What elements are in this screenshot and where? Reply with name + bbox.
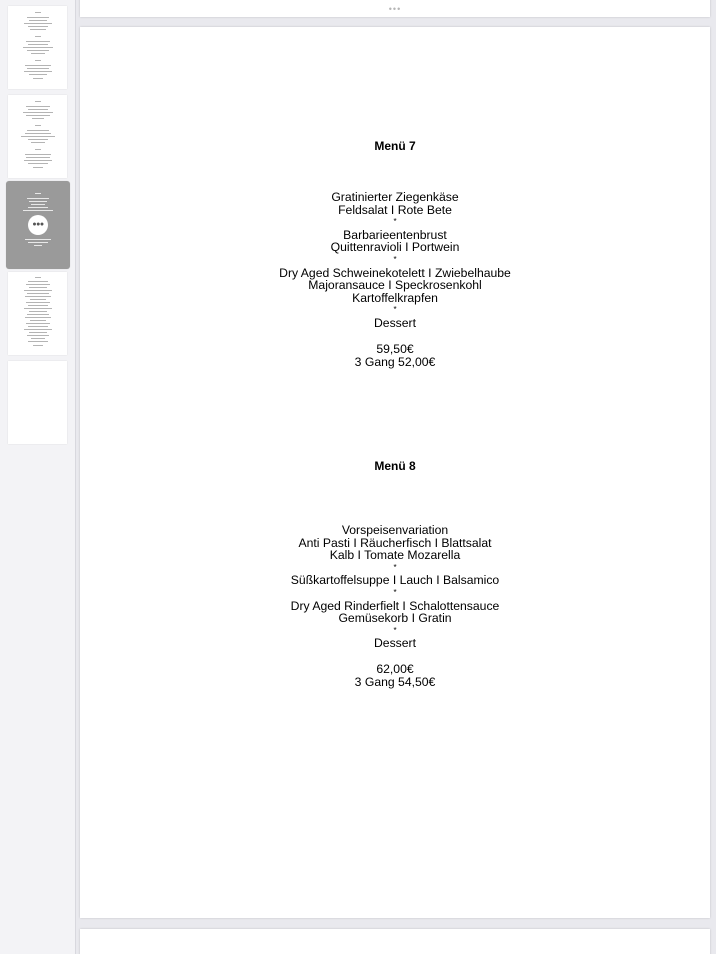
course-separator: *: [393, 305, 397, 315]
course-line: Anti Pasti I Räucherfisch I Blattsalat: [298, 535, 492, 550]
course-line: Kalb I Tomate Mozarella: [329, 548, 461, 563]
menu-page: [80, 27, 710, 918]
menu-courses: [80, 191, 710, 330]
course-separator: *: [393, 217, 397, 227]
previous-page: [80, 0, 710, 17]
menu-price: 59,50€: [376, 342, 414, 356]
menu-price-3-course: 3 Gang 52,00€: [354, 355, 436, 369]
menu-title: Menü 7: [374, 139, 416, 153]
more-dots-icon[interactable]: ●●●: [28, 215, 48, 235]
more-dots-icon[interactable]: •••: [388, 4, 402, 14]
course-separator: *: [393, 625, 397, 635]
page-thumbnail-4[interactable]: [8, 272, 67, 355]
course-separator: *: [393, 562, 397, 572]
menu-title: Menü 8: [374, 459, 416, 473]
course-line: Barbarieentenbrust: [343, 227, 447, 242]
menu-courses: [80, 524, 710, 650]
page-thumbnail-5[interactable]: [8, 361, 67, 444]
course-line: Gemüsekorb I Gratin: [338, 611, 452, 626]
course-line: Kartoffelkrapfen: [352, 290, 438, 305]
page-thumbnail-2[interactable]: [8, 95, 67, 178]
page-thumbnail-sidebar: [0, 0, 76, 954]
page-thumbnail-3[interactable]: [6, 181, 70, 269]
menu-price-3-course: 3 Gang 54,50€: [354, 675, 436, 689]
page-thumbnail-1[interactable]: [8, 6, 67, 89]
next-page: [80, 929, 710, 954]
course-line: Vorspeisenvariation: [341, 523, 449, 537]
course-line: Gratinierter Ziegenkäse: [331, 190, 459, 204]
menu-8: [80, 347, 710, 747]
course-line: Süßkartoffelsuppe I Lauch I Balsamico: [290, 573, 500, 588]
course-separator: *: [393, 254, 397, 264]
course-line: Dry Aged Schweinekotelett I Zwiebelhaube: [279, 265, 511, 280]
course-line: Majoransauce I Speckrosenkohl: [308, 278, 482, 293]
course-separator: *: [393, 587, 397, 597]
course-line: Quittenravioli I Portwein: [330, 240, 460, 255]
course-line: Feldsalat I Rote Bete: [338, 202, 452, 217]
course-line: Dessert: [374, 315, 416, 330]
course-line: Dry Aged Rinderfielt I Schalottensauce: [290, 598, 500, 613]
course-line: Dessert: [374, 636, 416, 651]
menu-price: 62,00€: [376, 662, 414, 676]
